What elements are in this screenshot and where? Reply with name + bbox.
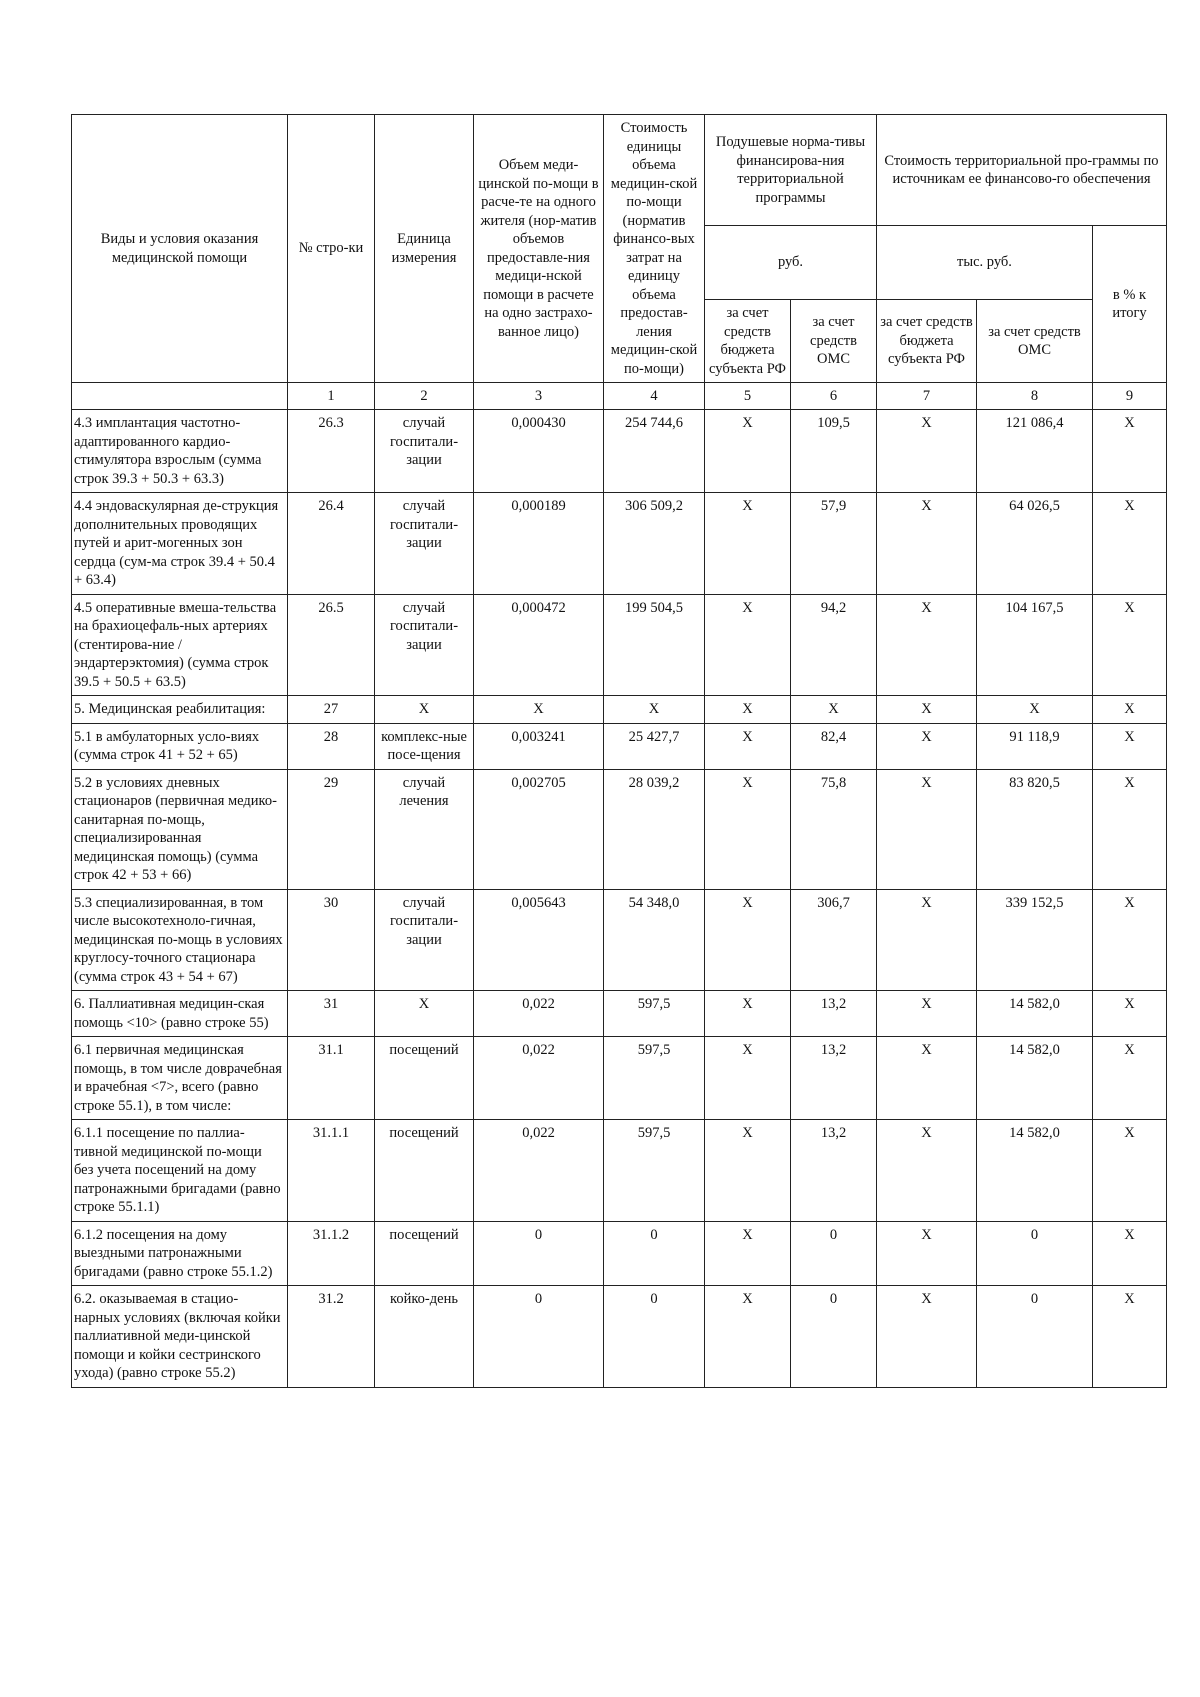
table-row [72,991,1167,1037]
row-percent: X [1093,696,1167,724]
row-number: 29 [288,769,375,889]
table-row [72,1286,1167,1388]
row-unit: комплекс-ные посе-щения [375,723,474,769]
row-volume: 0,000430 [474,410,604,493]
header-unit-cost: Стоимость единицы объема медицин-ской по-мощи (норматив финансо-вых затрат на единицу объема предостав-ления медицин-ской по-мощи) [604,115,705,383]
row-unit: X [375,696,474,724]
row-cost-budget: X [877,723,977,769]
header-volume: Объем меди-цинской по-мощи в расче-те на одного жителя (нор-матив объемов предоставле-ния медици-нской помощи в расчете на одно застрахо-ванное лицо) [474,115,604,383]
row-cost-oms: 339 152,5 [977,889,1093,991]
row-unit: случай госпитали-зации [375,889,474,991]
row-norm-budget: X [705,594,791,696]
row-norm-budget: X [705,696,791,724]
header-unit-thousand-rub: тыс. руб. [877,226,1093,300]
row-volume: 0,022 [474,1037,604,1120]
row-unit-cost: 0 [604,1221,705,1286]
row-label: 6. Паллиативная медицин-ская помощь <10> (равно строке 55) [72,991,288,1037]
row-volume: 0,002705 [474,769,604,889]
row-volume: 0 [474,1221,604,1286]
row-cost-budget: X [877,1037,977,1120]
row-cost-budget: X [877,493,977,595]
row-volume: X [474,696,604,724]
column-number: 5 [705,383,791,410]
row-cost-oms: 64 026,5 [977,493,1093,595]
row-number: 26.5 [288,594,375,696]
row-norm-oms: 13,2 [791,1037,877,1120]
header-row-number: № стро-ки [288,115,375,383]
row-percent: X [1093,1037,1167,1120]
header-cost-oms: за счет средств ОМС [977,300,1093,383]
row-volume: 0 [474,1286,604,1388]
row-percent: X [1093,493,1167,595]
row-label: 6.1 первичная медицинская помощь, в том числе доврачебная и врачебная <7>, всего (равно строке 55.1), в том числе: [72,1037,288,1120]
table-row [72,1037,1167,1120]
table-row [72,1221,1167,1286]
table-row [72,769,1167,889]
row-unit-cost: 597,5 [604,1120,705,1222]
row-cost-budget: X [877,410,977,493]
row-percent: X [1093,769,1167,889]
row-volume: 0,000472 [474,594,604,696]
row-unit-cost: 28 039,2 [604,769,705,889]
header-unit: Единица измерения [375,115,474,383]
row-cost-budget: X [877,889,977,991]
row-unit-cost: 254 744,6 [604,410,705,493]
financing-table [71,114,1167,1388]
row-norm-oms: 13,2 [791,991,877,1037]
table-row [72,723,1167,769]
row-norm-oms: X [791,696,877,724]
header-norm-oms: за счет средств ОМС [791,300,877,383]
row-norm-budget: X [705,1037,791,1120]
row-unit: койко-день [375,1286,474,1388]
column-number: 2 [375,383,474,410]
row-cost-oms: 14 582,0 [977,991,1093,1037]
row-norm-oms: 13,2 [791,1120,877,1222]
row-unit-cost: X [604,696,705,724]
row-norm-budget: X [705,723,791,769]
column-number: 3 [474,383,604,410]
row-percent: X [1093,1120,1167,1222]
row-cost-budget: X [877,1120,977,1222]
row-norm-budget: X [705,991,791,1037]
table-row [72,1120,1167,1222]
row-cost-budget: X [877,991,977,1037]
table-row [72,889,1167,991]
row-cost-budget: X [877,696,977,724]
column-number: 1 [288,383,375,410]
row-label: 6.1.1 посещение по паллиа-тивной медицинской по-мощи без учета посещений на дому патронажными бригадами (равно строке 55.1.1) [72,1120,288,1222]
row-number: 26.4 [288,493,375,595]
row-cost-budget: X [877,1221,977,1286]
row-cost-oms: X [977,696,1093,724]
row-norm-budget: X [705,493,791,595]
header-norm-budget: за счет средств бюджета субъекта РФ [705,300,791,383]
row-volume: 0,005643 [474,889,604,991]
row-cost-budget: X [877,769,977,889]
header-percent-total: в % к итогу [1093,226,1167,383]
row-percent: X [1093,723,1167,769]
row-volume: 0,003241 [474,723,604,769]
column-number: 9 [1093,383,1167,410]
row-label: 4.5 оперативные вмеша-тельства на брахиоцефаль-ных артериях (стентирова-ние / эндартерэктомия) (сумма строк 39.5 + 50.5 + 63.5) [72,594,288,696]
row-unit-cost: 0 [604,1286,705,1388]
table-body [72,410,1167,1388]
column-number: 8 [977,383,1093,410]
row-cost-oms: 0 [977,1221,1093,1286]
row-number: 31.2 [288,1286,375,1388]
row-unit: случай лечения [375,769,474,889]
row-unit-cost: 54 348,0 [604,889,705,991]
row-percent: X [1093,991,1167,1037]
row-cost-oms: 121 086,4 [977,410,1093,493]
row-number: 31.1.2 [288,1221,375,1286]
row-percent: X [1093,1221,1167,1286]
row-norm-budget: X [705,1286,791,1388]
row-cost-oms: 83 820,5 [977,769,1093,889]
row-percent: X [1093,1286,1167,1388]
row-unit-cost: 306 509,2 [604,493,705,595]
row-number: 26.3 [288,410,375,493]
table-header [72,115,1167,410]
row-norm-oms: 0 [791,1286,877,1388]
row-norm-oms: 57,9 [791,493,877,595]
column-number: 4 [604,383,705,410]
row-norm-budget: X [705,1221,791,1286]
row-norm-budget: X [705,769,791,889]
row-number: 31 [288,991,375,1037]
row-norm-oms: 94,2 [791,594,877,696]
column-number-row [72,383,1167,410]
table-row [72,493,1167,595]
header-vid: Виды и условия оказания медицинской помощи [72,115,288,383]
row-label: 4.3 имплантация частотно-адаптированного кардио-стимулятора взрослым (сумма строк 39.3 + 50.3 + 63.3) [72,410,288,493]
row-label: 5.1 в амбулаторных усло-виях (сумма строк 41 + 52 + 65) [72,723,288,769]
row-norm-oms: 0 [791,1221,877,1286]
row-percent: X [1093,410,1167,493]
table-row [72,594,1167,696]
row-label: 6.2. оказываемая в стацио-нарных условиях (включая койки паллиативной меди-цинской помощи и койки сестринского ухода) (равно строке 55.2) [72,1286,288,1388]
row-number: 31.1 [288,1037,375,1120]
row-unit: X [375,991,474,1037]
row-norm-oms: 109,5 [791,410,877,493]
row-percent: X [1093,889,1167,991]
row-unit: посещений [375,1221,474,1286]
row-unit: случай госпитали-зации [375,410,474,493]
row-unit: посещений [375,1037,474,1120]
row-cost-oms: 91 118,9 [977,723,1093,769]
row-norm-budget: X [705,410,791,493]
row-volume: 0,022 [474,991,604,1037]
row-number: 31.1.1 [288,1120,375,1222]
row-norm-budget: X [705,889,791,991]
row-label: 5. Медицинская реабилитация: [72,696,288,724]
table-row [72,696,1167,724]
row-unit: посещений [375,1120,474,1222]
header-cost-budget: за счет средств бюджета субъекта РФ [877,300,977,383]
row-number: 28 [288,723,375,769]
table-row [72,410,1167,493]
row-cost-oms: 0 [977,1286,1093,1388]
row-norm-oms: 306,7 [791,889,877,991]
header-per-capita-norms: Подушевые норма-тивы финансирова-ния территориальной программы [705,115,877,226]
header-program-cost: Стоимость территориальной про-граммы по источникам ее финансово-го обеспечения [877,115,1167,226]
row-unit: случай госпитали-зации [375,493,474,595]
row-cost-oms: 104 167,5 [977,594,1093,696]
row-cost-budget: X [877,1286,977,1388]
header-unit-rub: руб. [705,226,877,300]
row-percent: X [1093,594,1167,696]
row-volume: 0,022 [474,1120,604,1222]
row-norm-oms: 82,4 [791,723,877,769]
row-norm-oms: 75,8 [791,769,877,889]
row-unit-cost: 597,5 [604,1037,705,1120]
row-norm-budget: X [705,1120,791,1222]
row-label: 4.4 эндоваскулярная де-струкция дополнительных проводящих путей и арит-могенных зон сердца (сум-ма строк 39.4 + 50.4 + 63.4) [72,493,288,595]
row-label: 5.3 специализированная, в том числе высокотехноло-гичная, медицинская по-мощь в условиях круглосу-точного стационара (сумма строк 43 + 54 + 67) [72,889,288,991]
row-cost-oms: 14 582,0 [977,1037,1093,1120]
column-number: 6 [791,383,877,410]
row-number: 27 [288,696,375,724]
row-cost-oms: 14 582,0 [977,1120,1093,1222]
row-unit-cost: 25 427,7 [604,723,705,769]
column-number: 7 [877,383,977,410]
column-number-blank [72,383,288,410]
row-label: 5.2 в условиях дневных стационаров (первичная медико-санитарная по-мощь, специализированная медицинская помощь) (сумма строк 42 + 53 + 66) [72,769,288,889]
row-label: 6.1.2 посещения на дому выездными патронажными бригадами (равно строке 55.1.2) [72,1221,288,1286]
row-number: 30 [288,889,375,991]
row-unit-cost: 199 504,5 [604,594,705,696]
row-volume: 0,000189 [474,493,604,595]
row-unit-cost: 597,5 [604,991,705,1037]
row-unit: случай госпитали-зации [375,594,474,696]
row-cost-budget: X [877,594,977,696]
